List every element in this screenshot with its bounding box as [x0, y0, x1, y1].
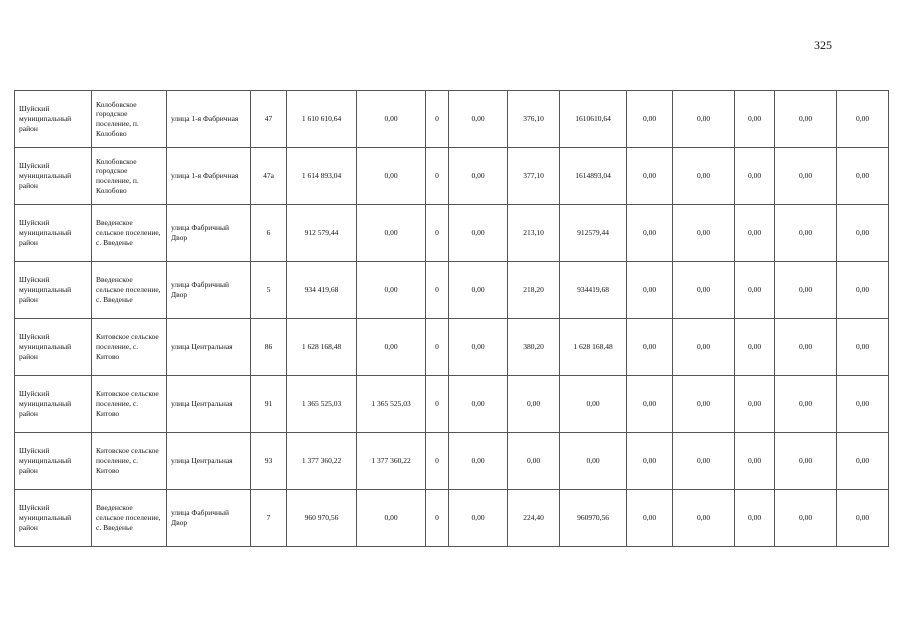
col-12-cell: 0,00: [735, 205, 775, 262]
settlement-cell: Китовское сельское поселение, с. Китово: [92, 376, 167, 433]
col-6-cell: 0: [426, 205, 449, 262]
col-10-cell: 0,00: [627, 262, 673, 319]
col-12-cell: 0,00: [735, 433, 775, 490]
col-5-cell: 0,00: [357, 262, 426, 319]
col-14-cell: 0,00: [837, 376, 889, 433]
house-number-cell: 86: [251, 319, 287, 376]
district-cell: Шуйский муниципальный район: [15, 148, 92, 205]
house-number-cell: 47: [251, 91, 287, 148]
street-cell: улица Фабричный Двор: [167, 205, 251, 262]
col-13-cell: 0,00: [775, 319, 837, 376]
district-cell: Шуйский муниципальный район: [15, 376, 92, 433]
district-cell: Шуйский муниципальный район: [15, 490, 92, 547]
settlement-cell: Введенское сельское поселение, с. Введенье: [92, 205, 167, 262]
house-number-cell: 93: [251, 433, 287, 490]
col-11-cell: 0,00: [673, 319, 735, 376]
col-13-cell: 0,00: [775, 91, 837, 148]
table-row: [15, 376, 889, 433]
col-7-cell: 0,00: [449, 376, 508, 433]
col-10-cell: 0,00: [627, 91, 673, 148]
area-cell: 380,20: [508, 319, 560, 376]
col-13-cell: 0,00: [775, 262, 837, 319]
street-cell: улица Центральная: [167, 376, 251, 433]
table-row: [15, 262, 889, 319]
col-12-cell: 0,00: [735, 319, 775, 376]
col-13-cell: 0,00: [775, 148, 837, 205]
col-11-cell: 0,00: [673, 148, 735, 205]
col-10-cell: 0,00: [627, 376, 673, 433]
col-11-cell: 0,00: [673, 205, 735, 262]
col-11-cell: 0,00: [673, 262, 735, 319]
street-cell: улица 1-я Фабричная: [167, 148, 251, 205]
col-10-cell: 0,00: [627, 433, 673, 490]
settlement-cell: Введенское сельское поселение, с. Введенье: [92, 490, 167, 547]
street-cell: улица 1-я Фабричная: [167, 91, 251, 148]
house-number-cell: 47а: [251, 148, 287, 205]
col-7-cell: 0,00: [449, 433, 508, 490]
table-row: [15, 148, 889, 205]
col-5-cell: 0,00: [357, 319, 426, 376]
col-11-cell: 0,00: [673, 433, 735, 490]
district-cell: Шуйский муниципальный район: [15, 91, 92, 148]
house-number-cell: 7: [251, 490, 287, 547]
settlement-cell: Введенское сельское поселение, с. Введенье: [92, 262, 167, 319]
col-11-cell: 0,00: [673, 91, 735, 148]
col-14-cell: 0,00: [837, 319, 889, 376]
total-cost-cell: 960 970,56: [287, 490, 357, 547]
page-number: 325: [814, 38, 832, 52]
col-10-cell: 0,00: [627, 148, 673, 205]
col-10-cell: 0,00: [627, 205, 673, 262]
col-10-cell: 0,00: [627, 319, 673, 376]
district-cell: Шуйский муниципальный район: [15, 262, 92, 319]
settlement-cell: Китовское сельское поселение, с. Китово: [92, 319, 167, 376]
col-7-cell: 0,00: [449, 319, 508, 376]
house-number-cell: 91: [251, 376, 287, 433]
col-14-cell: 0,00: [837, 91, 889, 148]
col-13-cell: 0,00: [775, 376, 837, 433]
total-cost-cell: 934 419,68: [287, 262, 357, 319]
settlement-cell: Колобовское городское поселение, п. Колобово: [92, 148, 167, 205]
district-cell: Шуйский муниципальный район: [15, 319, 92, 376]
col-5-cell: 0,00: [357, 148, 426, 205]
table-row: [15, 205, 889, 262]
col-12-cell: 0,00: [735, 490, 775, 547]
house-number-cell: 5: [251, 262, 287, 319]
area-cell: 0,00: [508, 376, 560, 433]
street-cell: улица Фабричный Двор: [167, 262, 251, 319]
col-6-cell: 0: [426, 433, 449, 490]
street-cell: улица Центральная: [167, 433, 251, 490]
col-6-cell: 0: [426, 262, 449, 319]
total-cost-cell: 1 610 610,64: [287, 91, 357, 148]
col-11-cell: 0,00: [673, 376, 735, 433]
col-5-cell: 1 365 525,03: [357, 376, 426, 433]
col-6-cell: 0: [426, 91, 449, 148]
col-12-cell: 0,00: [735, 262, 775, 319]
settlement-cell: Китовское сельское поселение, с. Китово: [92, 433, 167, 490]
settlement-cell: Колобовское городское поселение, п. Колобово: [92, 91, 167, 148]
col-7-cell: 0,00: [449, 262, 508, 319]
col-9-cell: 0,00: [560, 376, 627, 433]
col-12-cell: 0,00: [735, 148, 775, 205]
col-6-cell: 0: [426, 376, 449, 433]
area-cell: 213,10: [508, 205, 560, 262]
col-14-cell: 0,00: [837, 490, 889, 547]
col-10-cell: 0,00: [627, 490, 673, 547]
data-table: [14, 90, 889, 547]
table-row: [15, 433, 889, 490]
col-14-cell: 0,00: [837, 262, 889, 319]
col-7-cell: 0,00: [449, 91, 508, 148]
col-7-cell: 0,00: [449, 490, 508, 547]
col-14-cell: 0,00: [837, 148, 889, 205]
col-9-cell: 960970,56: [560, 490, 627, 547]
district-cell: Шуйский муниципальный район: [15, 433, 92, 490]
area-cell: 218,20: [508, 262, 560, 319]
col-6-cell: 0: [426, 490, 449, 547]
district-cell: Шуйский муниципальный район: [15, 205, 92, 262]
total-cost-cell: 1 614 893,04: [287, 148, 357, 205]
table-row: [15, 490, 889, 547]
col-5-cell: 0,00: [357, 91, 426, 148]
col-13-cell: 0,00: [775, 205, 837, 262]
col-5-cell: 1 377 360,22: [357, 433, 426, 490]
col-13-cell: 0,00: [775, 433, 837, 490]
area-cell: 0,00: [508, 433, 560, 490]
house-number-cell: 6: [251, 205, 287, 262]
total-cost-cell: 1 377 360,22: [287, 433, 357, 490]
col-9-cell: 1610610,64: [560, 91, 627, 148]
col-5-cell: 0,00: [357, 205, 426, 262]
col-13-cell: 0,00: [775, 490, 837, 547]
col-7-cell: 0,00: [449, 148, 508, 205]
street-cell: улица Фабричный Двор: [167, 490, 251, 547]
col-14-cell: 0,00: [837, 205, 889, 262]
col-9-cell: 0,00: [560, 433, 627, 490]
col-12-cell: 0,00: [735, 376, 775, 433]
total-cost-cell: 1 365 525,03: [287, 376, 357, 433]
col-12-cell: 0,00: [735, 91, 775, 148]
col-9-cell: 934419,68: [560, 262, 627, 319]
area-cell: 377,10: [508, 148, 560, 205]
street-cell: улица Центральная: [167, 319, 251, 376]
col-9-cell: 912579,44: [560, 205, 627, 262]
col-9-cell: 1614893,04: [560, 148, 627, 205]
col-7-cell: 0,00: [449, 205, 508, 262]
total-cost-cell: 1 628 168,48: [287, 319, 357, 376]
table-body: [15, 91, 889, 547]
table-row: [15, 319, 889, 376]
col-11-cell: 0,00: [673, 490, 735, 547]
table-row: [15, 91, 889, 148]
total-cost-cell: 912 579,44: [287, 205, 357, 262]
col-6-cell: 0: [426, 148, 449, 205]
area-cell: 224,40: [508, 490, 560, 547]
col-5-cell: 0,00: [357, 490, 426, 547]
area-cell: 376,10: [508, 91, 560, 148]
col-6-cell: 0: [426, 319, 449, 376]
col-9-cell: 1 628 168,48: [560, 319, 627, 376]
col-14-cell: 0,00: [837, 433, 889, 490]
